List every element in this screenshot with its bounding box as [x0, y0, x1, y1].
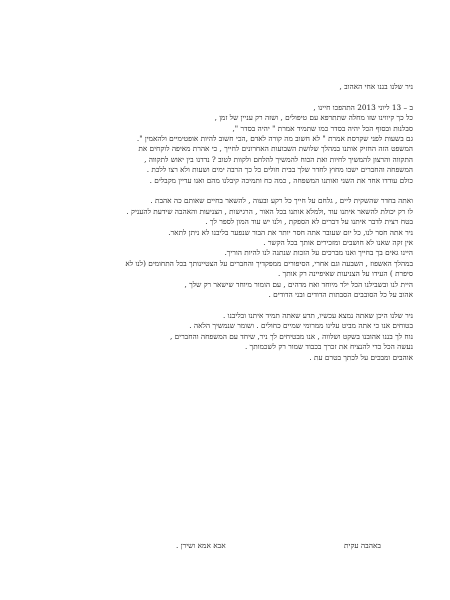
letter-line: ניר אתה חסר לנו, כל יום שעובר אתה חסר יותר את הבור שנפער בליבנו לא ניתן לתאר.	[168, 227, 413, 237]
letter-line: המשפחה והחברים ישבו מחוץ לחדר שלך בבית חולים כל כך הרבה ימים ושעות ולא רצו ללכת .	[146, 165, 413, 175]
signature-names: אבא אמא ושירן .	[176, 541, 226, 550]
letter-line: היינו גאים בך בחייך ואנו מברכים על הזכות שנתנה לנו להיות הוריך.	[224, 248, 413, 258]
letter-line: ניר שלנו היכן שאתה נמצא עכשיו, תדע שאתה תמיד איתנו ובליבנו .	[222, 310, 413, 320]
letter-line: נוח לך בננו אהובנו בשקט ושלווה , אנו מבטיחים לך ניר, שיחד עם המשפחה והחברים ,	[169, 331, 413, 341]
letter-line: במהלך האשפוז , השבעה וגם אחרי, הסיפורים ממפקדיך והחברים על הצטיינותך בכל התחומים (לנו לא	[125, 258, 413, 268]
paragraph-spacer	[30, 301, 413, 311]
paragraph-1	[30, 103, 413, 186]
paragraph-spacer	[30, 186, 413, 196]
letter-greeting: ניר שלנו בננו אחי האהוב ,	[339, 82, 413, 91]
letter-line: סיפרת ) העידו על הצניעות שאיפיינה רק אותך .	[277, 269, 413, 279]
letter-signature	[176, 541, 381, 550]
letter-line: ואתה בחדר שהשקית ליים , גלחם על חייך כל רקע ובעוה , להשאר בחיים שאותם כה אהבת .	[150, 196, 413, 206]
paragraph-2	[30, 196, 413, 300]
letter-body	[30, 82, 413, 363]
letter-line: ב – 13 ליוני 2013 התהפכו חיינו ,	[313, 102, 413, 112]
letter-line: כל כך קיווינו שזו מחלה שתתרפא עם טיפולים , ושזה רק עניין של זמן ,	[214, 113, 413, 123]
letter-line: התקווה והרצון להמשיך לחיות ואת הכוח להמשיך להלחם ולקוות לטוב ? נדדנו בין יאוש לתקווה ,	[144, 154, 413, 164]
letter-line: בטח רצית לדבר איתנו על דברים לא הספקת , ולנו יש עוד המון לספר לך .	[205, 217, 413, 227]
letter-line: אהוב על כל הסובבים הסבתות הדודים ובני הדודים .	[268, 290, 413, 300]
letter-line: סבלנות ובסוף הכל יהיה בסדר כמו שתמיד אמרת " יהיה בסדר ",	[232, 123, 413, 133]
signature-love: באהבה עקית	[344, 541, 381, 550]
letter-line: בטוחים אנו כי אתה מביט עלינו ממרומי שמיים כחולים . ושומר שנמשיך הלאה .	[189, 321, 413, 331]
letter-line: כולם עודדו אחד את השני ואותנו המשפחה , כמה כח ותמיכה קיבלנו מהם ואנו עדיין מקבלים .	[149, 175, 413, 185]
letter-line: נעשה הכל כדי להנציח את זכרך בכבוד שמור רק לשכמותך .	[245, 342, 413, 352]
paragraph-spacer	[30, 92, 413, 102]
paragraph-3	[30, 311, 413, 363]
letter-line: אין זקה שאנו לא חושבים ומזכירים אותך בכל הקשר .	[263, 238, 413, 248]
letter-line: גם בשעות לפני שקרסת אמרת " לא חשוב מה קורה לאדם ,הכי חשוב להיות אופטימיים ולהאמין ".	[136, 134, 413, 144]
letter-line: אוהבים ומבכים על לכתך בטרם עת .	[309, 352, 413, 362]
letter-line: היית לנו ובשבילנו הכל ילד מיוחד ואח מדהים , עם הומור מיוחד שישאר רק שלך ,	[184, 279, 413, 289]
letter-line: המשפט הזה החזיק אותנו במהלך שלושת השבועות האחרונים לחייך , כי אהרת מאיפה לוקחים את	[138, 144, 413, 154]
letter-line: לו רק יכולת להשאר איתנו עוד ,ולמלא אותנו בכל האור , הרגישות , הצניעות והאהבה שידעת להעניק .	[126, 206, 413, 216]
